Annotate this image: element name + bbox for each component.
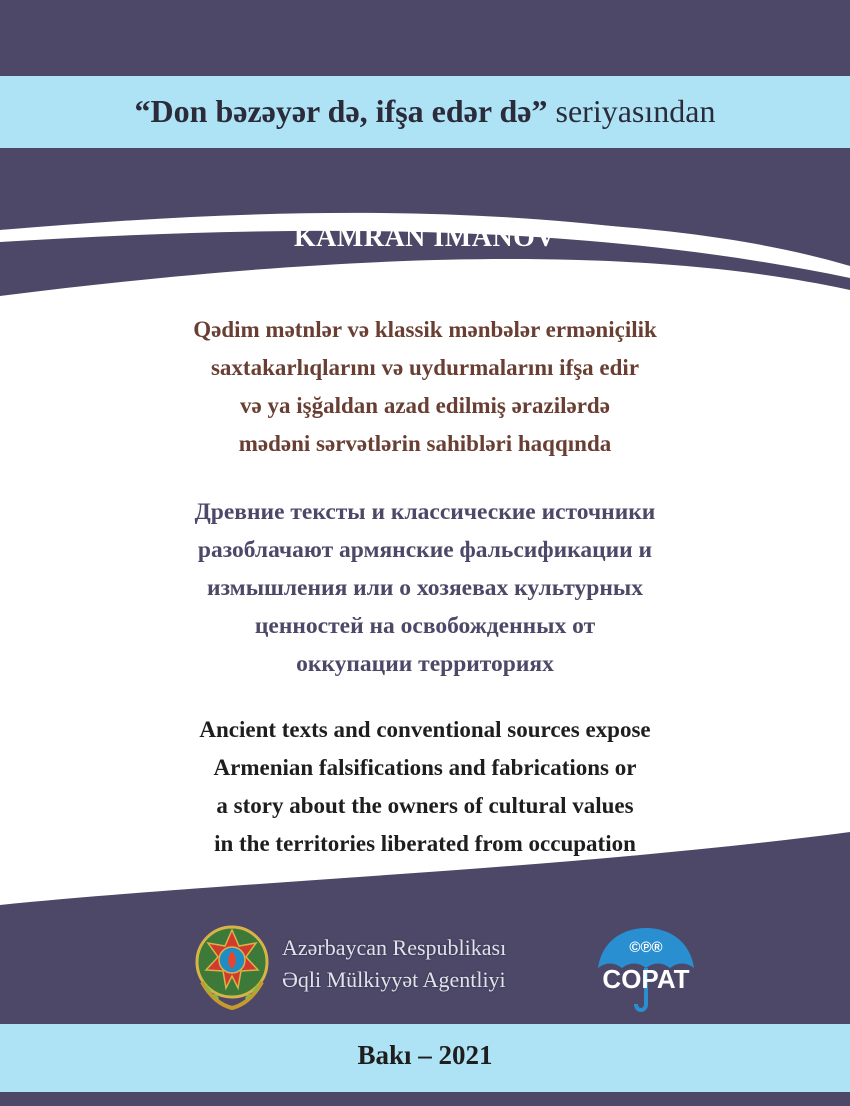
title-english [0, 711, 850, 863]
author-name: KAMRAN İMANOV [293, 222, 557, 253]
publisher-agency [282, 932, 506, 996]
title-ru-line: измышления или о хозяевах культурных [207, 575, 643, 601]
title-az-line: saxtakarlıqlarını və uydurmalarını ifşa edir [210, 355, 640, 380]
azerbaijan-state-emblem-icon [194, 922, 270, 1012]
title-en-line: Armenian falsifications and fabrications or [213, 755, 637, 780]
title-az-line: mədəni sərvətlərin sahibləri haqqında [238, 431, 612, 456]
title-az-line: və ya işğaldan azad edilmiş ərazilərdə [240, 393, 610, 418]
series-title [0, 93, 850, 130]
series-title-rest: seriyasından [547, 93, 716, 129]
city-year: Bakı – 2021 [357, 1040, 493, 1070]
title-ru-line: разоблачают армянские фальсификации и [197, 537, 653, 563]
copat-umbrella-logo-icon [590, 924, 702, 1016]
title-ru-line: Древние тексты и классические источники [194, 499, 656, 525]
title-azerbaijani [0, 311, 850, 463]
title-az-line: Qədim mətnlər və klassik mənbələr erməniçilik [193, 317, 657, 342]
title-ru-line: ценностей на освобожденных от [254, 613, 596, 639]
copat-symbols: ©℗® [629, 939, 663, 956]
top-navy-band [0, 0, 850, 80]
series-title-bold: “Don bəzəyər də, ifşa edər də” [134, 93, 548, 129]
title-russian [0, 493, 850, 683]
publisher-line2: Əqli Mülkiyyət Agentliyi [282, 967, 506, 992]
copat-name: COPAT [602, 964, 690, 994]
title-ru-line: оккупации территориях [296, 651, 554, 677]
bottom-navy-strip [0, 1092, 850, 1106]
title-en-line: in the territories liberated from occupation [214, 831, 636, 856]
publisher-line1: Azərbaycan Respublikası [282, 935, 507, 960]
title-en-line: a story about the owners of cultural values [216, 793, 634, 818]
title-en-line: Ancient texts and conventional sources expose [199, 717, 651, 742]
